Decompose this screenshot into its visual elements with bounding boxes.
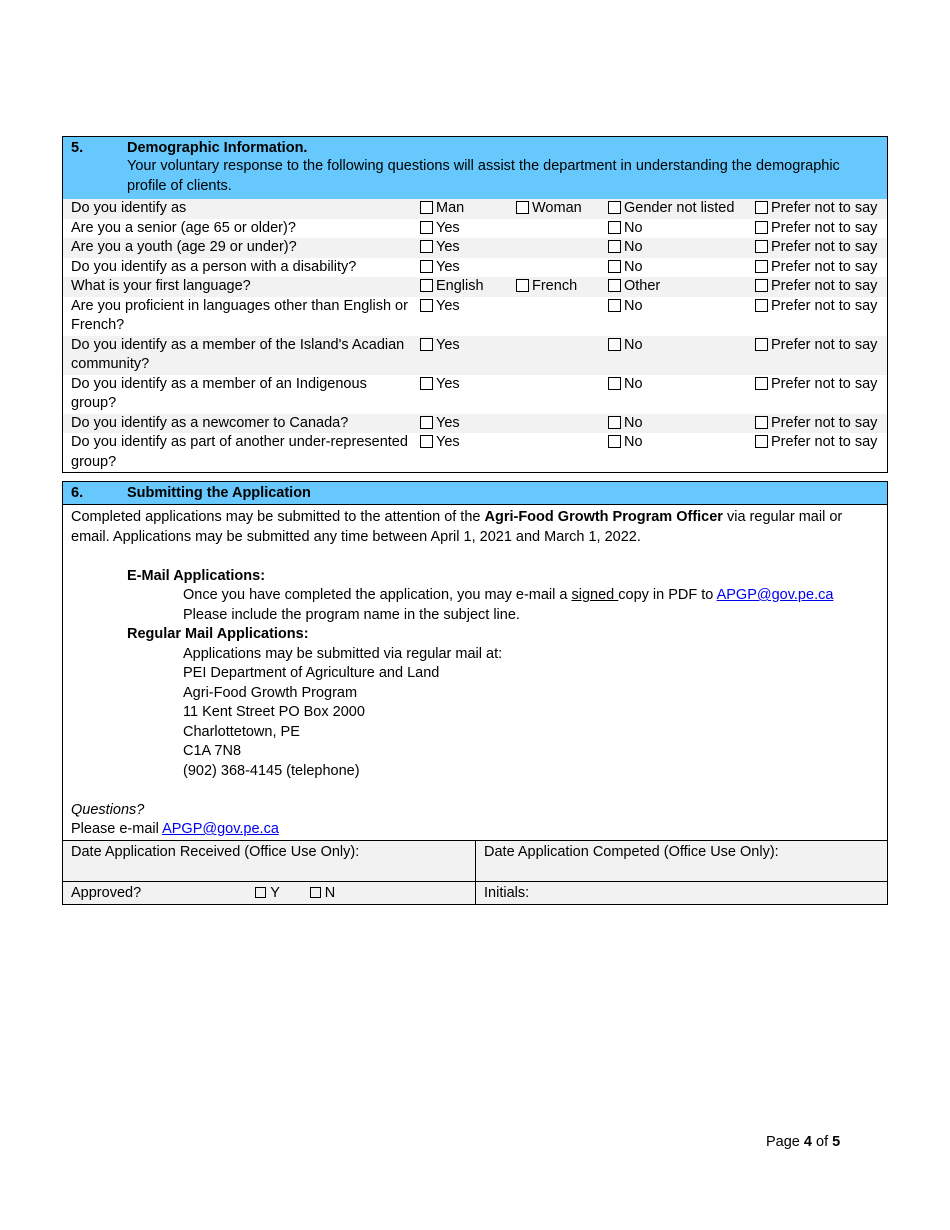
option-label: Prefer not to say xyxy=(771,219,878,236)
option-label: No xyxy=(624,414,643,431)
option-label: No xyxy=(624,219,643,236)
checkbox[interactable] xyxy=(608,416,621,429)
question-label: Do you identify as a member of an Indigenous group? xyxy=(71,375,367,411)
option xyxy=(608,375,643,395)
approval-row xyxy=(63,881,887,904)
mail-line: PEI Department of Agriculture and Land xyxy=(183,665,440,681)
mail-line: (902) 368-4145 (telephone) xyxy=(183,762,360,779)
mail-line: Agri-Food Growth Program xyxy=(183,684,358,701)
option xyxy=(420,433,460,453)
checkbox[interactable] xyxy=(608,435,621,448)
mail-line: Applications may be submitted via regular mail at: xyxy=(183,645,503,662)
checkbox[interactable] xyxy=(420,221,433,234)
email-subject-note: Please include the program name in the subject line. xyxy=(183,606,520,623)
approved-field: Approved? Y N xyxy=(63,882,475,904)
option-label: Prefer not to say xyxy=(771,297,878,314)
option xyxy=(608,297,643,317)
option xyxy=(420,297,460,317)
option xyxy=(608,277,660,297)
mail-line: Charlottetown, PE xyxy=(183,723,300,740)
option xyxy=(755,258,877,278)
option-label: No xyxy=(624,375,643,392)
checkbox[interactable] xyxy=(755,260,768,273)
option xyxy=(420,258,460,278)
page-number: 4 xyxy=(803,1134,812,1150)
option-label: Yes xyxy=(436,239,460,255)
questions-email-link[interactable]: APGP@gov.pe.ca xyxy=(162,821,279,837)
demographic-row xyxy=(63,375,887,414)
checkbox[interactable] xyxy=(420,240,433,253)
checkbox[interactable] xyxy=(608,260,621,273)
option-label: Prefer not to say xyxy=(771,200,878,216)
questions-label: Questions? xyxy=(71,801,145,818)
program-officer: Agri-Food Growth Program Officer xyxy=(484,509,723,525)
mail-heading: Regular Mail Applications: xyxy=(127,626,309,642)
questions-line: Please e-mail APGP@gov.pe.ca xyxy=(71,821,279,837)
checkbox[interactable] xyxy=(420,260,433,273)
checkbox[interactable] xyxy=(608,201,621,214)
intro-paragraph: Completed applications may be submitted to the attention of the Agri-Food Growth Program Officer via regular mail or email. Applications may be submitted any time between April 1, 2021 and March 1, 2022. xyxy=(71,509,843,545)
initials-field[interactable]: Initials: xyxy=(475,882,887,904)
option xyxy=(516,277,577,297)
option-label: No xyxy=(624,336,643,353)
option xyxy=(755,238,877,258)
option-label: No xyxy=(624,297,643,314)
checkbox[interactable] xyxy=(608,299,621,312)
question-label: Are you a youth (age 29 or under)? xyxy=(71,239,297,255)
option-label: Yes xyxy=(436,258,460,275)
date-received-field[interactable]: Date Application Received (Office Use Only): xyxy=(63,841,475,881)
checkbox[interactable] xyxy=(420,338,433,351)
option-label: Other xyxy=(624,278,661,294)
option xyxy=(755,297,877,317)
demographic-row xyxy=(63,277,887,297)
question-label: Do you identify as a newcomer to Canada? xyxy=(71,414,349,431)
option xyxy=(420,414,460,434)
checkbox[interactable] xyxy=(608,377,621,390)
demographic-row xyxy=(63,414,887,434)
demographic-row xyxy=(63,258,887,278)
approved-no-checkbox[interactable] xyxy=(310,887,321,898)
question-label: Are you proficient in languages other than English or French? xyxy=(71,297,408,333)
demographic-row xyxy=(63,336,887,375)
checkbox[interactable] xyxy=(755,299,768,312)
option-label: Prefer not to say xyxy=(771,375,878,392)
demographic-row xyxy=(63,219,887,239)
checkbox[interactable] xyxy=(608,279,621,292)
checkbox[interactable] xyxy=(608,338,621,351)
demographic-section xyxy=(62,136,888,473)
option xyxy=(420,199,464,219)
checkbox[interactable] xyxy=(755,201,768,214)
checkbox[interactable] xyxy=(420,201,433,214)
option xyxy=(608,199,734,219)
option-label: English xyxy=(436,278,484,294)
question-label: Do you identify as xyxy=(71,200,187,216)
mail-line: C1A 7N8 xyxy=(183,743,242,759)
submission-section xyxy=(62,481,888,905)
option-label: Yes xyxy=(436,375,460,392)
option-label: Prefer not to say xyxy=(771,336,878,353)
option xyxy=(755,336,877,356)
checkbox[interactable] xyxy=(755,435,768,448)
option-label: Prefer not to say xyxy=(771,239,878,255)
checkbox[interactable] xyxy=(420,279,433,292)
option xyxy=(420,336,460,356)
checkbox[interactable] xyxy=(755,416,768,429)
submission-body xyxy=(63,504,887,840)
checkbox[interactable] xyxy=(608,221,621,234)
option-label: Man xyxy=(436,200,465,216)
option xyxy=(420,219,460,239)
page-total: 5 xyxy=(832,1134,841,1150)
option xyxy=(420,277,484,297)
option-label: Prefer not to say xyxy=(771,278,878,294)
email-heading: E-Mail Applications: xyxy=(127,567,266,584)
option xyxy=(755,414,877,434)
question-label: Do you identify as a person with a disability? xyxy=(71,258,357,275)
checkbox[interactable] xyxy=(420,435,433,448)
option-label: Prefer not to say xyxy=(771,258,878,275)
page-footer: Page 4 of 5 xyxy=(766,1134,841,1150)
option xyxy=(420,238,460,258)
approved-yes-checkbox[interactable] xyxy=(255,887,266,898)
checkbox[interactable] xyxy=(420,299,433,312)
option xyxy=(608,219,643,239)
option-label: Yes xyxy=(436,414,460,431)
section-title: Demographic Information. xyxy=(127,140,308,156)
option xyxy=(608,433,643,453)
email-instructions: Once you have completed the application, you may e-mail a signed copy in PDF to APGP@gov.pe.ca xyxy=(183,587,834,603)
demographic-row xyxy=(63,433,887,472)
section-header xyxy=(63,482,887,504)
option-label: No xyxy=(624,258,643,275)
option-label: No xyxy=(624,239,643,255)
checkbox[interactable] xyxy=(516,201,529,214)
option-label: Gender not listed xyxy=(624,200,735,216)
demographic-row xyxy=(63,199,887,219)
option-label: Yes xyxy=(436,336,460,353)
checkbox[interactable] xyxy=(755,338,768,351)
option xyxy=(755,277,877,297)
option-label: Woman xyxy=(532,200,582,216)
option xyxy=(755,199,877,219)
section-number: 5. xyxy=(71,140,84,156)
demographic-row xyxy=(63,297,887,336)
section-subtitle: Your voluntary response to the following questions will assist the department in understanding the demographic profile of clients. xyxy=(127,158,840,194)
checkbox[interactable] xyxy=(755,240,768,253)
date-completed-field[interactable]: Date Application Competed (Office Use Only): xyxy=(475,841,887,881)
option-label: French xyxy=(532,278,578,294)
checkbox[interactable] xyxy=(420,377,433,390)
option-label: No xyxy=(624,434,643,450)
checkbox[interactable] xyxy=(516,279,529,292)
question-label: What is your first language? xyxy=(71,278,251,294)
option-label: Yes xyxy=(436,297,460,314)
question-label: Do you identify as a member of the Island's Acadian community? xyxy=(71,336,405,372)
question-label: Do you identify as part of another under-represented group? xyxy=(71,434,408,470)
checkbox[interactable] xyxy=(608,240,621,253)
office-use-row xyxy=(63,840,887,881)
option-label: Prefer not to say xyxy=(771,414,878,431)
question-label: Are you a senior (age 65 or older)? xyxy=(71,219,296,236)
option-label: Yes xyxy=(436,219,460,236)
option xyxy=(516,199,582,219)
mail-line: 11 Kent Street PO Box 2000 xyxy=(183,704,365,720)
option xyxy=(608,238,643,258)
option xyxy=(420,375,460,395)
demographic-rows xyxy=(63,199,887,472)
checkbox[interactable] xyxy=(755,279,768,292)
section-number: 6. xyxy=(71,485,84,501)
section-title: Submitting the Application xyxy=(127,485,311,501)
option-label: Prefer not to say xyxy=(771,434,878,450)
option xyxy=(608,258,643,278)
option xyxy=(755,433,877,453)
demographic-row xyxy=(63,238,887,258)
approved-label: Approved? xyxy=(71,884,142,901)
checkbox[interactable] xyxy=(755,377,768,390)
checkbox[interactable] xyxy=(420,416,433,429)
option xyxy=(608,336,643,356)
checkbox[interactable] xyxy=(755,221,768,234)
section-header xyxy=(63,137,887,199)
email-link[interactable]: APGP@gov.pe.ca xyxy=(716,587,834,603)
option xyxy=(608,414,643,434)
option xyxy=(755,219,877,239)
option-label: Yes xyxy=(436,434,460,450)
option xyxy=(755,375,877,395)
